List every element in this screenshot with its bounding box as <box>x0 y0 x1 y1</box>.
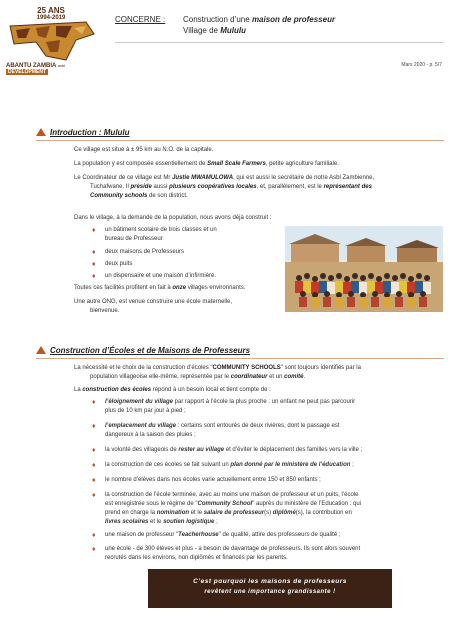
concerne-line2-prefix: Village de <box>183 26 221 35</box>
intro-paragraph-5: Toutes ces facilités profitent en fait à onze villages environnants. <box>74 285 246 291</box>
section-triangle-icon <box>36 346 46 354</box>
intro-paragraph-4: Dans le village, à la demande de la population, nous avons déjà construit : <box>74 215 272 221</box>
section-heading-introduction: Introduction : Mululu <box>50 128 130 137</box>
construction-item-1: l’éloignement du village par rapport à l’école la plus proche : un enfant ne peut pas parcourir plus de 10 km par jour à pied ; <box>105 399 356 414</box>
concerne-line1-bold: maison de professeur <box>251 15 336 24</box>
concerne-line2-bold: Mululu <box>220 26 246 35</box>
construction-item-3: la volonté des villageois de rester au village et d’éviter le déplacement des familles vers la ville ; <box>105 447 363 453</box>
header-divider <box>115 42 443 43</box>
concerne-label: CONCERNE : <box>115 15 166 24</box>
construction-paragraph-2: La construction des écoles répond à un besoin local et tient compte de : <box>74 387 271 393</box>
section-heading-construction: Construction d’Écoles et de Maisons de Professeurs <box>50 346 251 355</box>
village-community-photo <box>285 226 443 312</box>
bullet-diamond-icon: ♦ <box>92 462 96 469</box>
bullet-diamond-icon: ♦ <box>92 399 96 406</box>
intro-paragraph-3: Le Coordinateur de ce village est Mr Justie MWAMULOWA, qui est aussi le secrétaire de notre Asbl Zambienne, Tuchafwane. Il préside aussi plusieurs coopératives locales, et, parallèlement, est le représentant des Community schools de son district. <box>74 175 375 199</box>
bullet-diamond-icon: ♦ <box>92 423 96 430</box>
construction-item-5: le nombre d’élèves dans nos écoles varie actuellement entre 150 et 850 enfants ; <box>105 477 321 483</box>
bullet-diamond-icon: ♦ <box>92 249 96 256</box>
section-divider <box>36 358 444 359</box>
concerne-value <box>183 14 403 36</box>
bullet-diamond-icon: ♦ <box>92 227 96 234</box>
construction-item-7: une maison de professeur "Teacherhouse" de qualité, attire des professeurs de qualité ; <box>105 532 341 538</box>
anniversary-years: 1994-2019 <box>36 15 66 21</box>
conclusion-banner <box>148 569 392 608</box>
concerne-line1-prefix: Construction d’une <box>183 15 252 24</box>
construction-item-4: la construction de ces écoles se fait suivant un plan donné par le ministère de l’éducation ; <box>105 462 354 468</box>
brand-tag: DEVELOPMENT <box>8 69 47 75</box>
construction-paragraph-1: La nécessité et le choix de la construction d’écoles "COMMUNITY SCHOOLS" sont toujours identifiés par la population villageoise elle-même, représentée par le coordinateur et un comité. <box>74 365 361 380</box>
brand-name <box>6 63 96 75</box>
bullet-diamond-icon: ♦ <box>92 261 96 268</box>
banner-line-1: C’est pourquoi les maisons de professeurs <box>193 578 347 585</box>
brand-name-text: ABANTU ZAMBIA <box>6 63 57 69</box>
intro-item-1-cont: bureau de Professeur <box>105 236 163 242</box>
intro-paragraph-2: La population y est composée essentiellement de Small Scale Farmers, petite agriculture familiale. <box>74 161 339 167</box>
bullet-diamond-icon: ♦ <box>92 447 96 454</box>
bullet-diamond-icon: ♦ <box>92 477 96 484</box>
banner-line-2: revêtent une importance grandissante ! <box>204 589 336 595</box>
africa-map-icon <box>6 20 96 62</box>
bullet-diamond-icon: ♦ <box>92 273 96 280</box>
intro-item-2: deux maisons de Professeurs <box>105 249 185 255</box>
bullet-diamond-icon: ♦ <box>92 546 96 553</box>
intro-paragraph-1: Ce village est situé à ± 95 km au N.O. de la capitale. <box>74 147 214 153</box>
intro-item-4: un dispensaire et une maison d’infirmière. <box>105 273 217 279</box>
anniversary-text: 25 ANS <box>37 6 65 15</box>
intro-item-1: un bâtiment scolaire de trois classes et un <box>105 227 217 233</box>
intro-item-3: deux puits <box>105 261 133 267</box>
intro-paragraph-6: Une autre ONG, est venue construire une école maternelle, bienvenue. <box>74 299 233 314</box>
construction-item-6: la construction de l’école terminée, avec au moins une maison de professeur et un puits, l’école est enregistrée sous le régime de "Community School" auprès du ministère de l’Education : qui prend en charge la nomination et le salaire de professeur(s) diplômé(s), la contribution en livres scolaires et le soutien logistique ; <box>105 492 362 525</box>
bullet-diamond-icon: ♦ <box>92 532 96 539</box>
village-photo-illustration <box>285 226 443 312</box>
section-divider <box>36 140 444 141</box>
date-page: Mars 2020 - p. 5/7 <box>401 62 442 68</box>
construction-item-2: l’emplacement du village : certains sont entourés de deux rivières, dont le passage est dangereux à la saison des pluies ; <box>105 423 340 438</box>
construction-item-8: une école - de 300 élèves et plus - a besoin de davantage de professeurs. Ils sont alors souvent recrutés dans les environs, non diplômés et financés par les parents. <box>105 546 361 561</box>
organization-logo <box>6 6 96 75</box>
section-triangle-icon <box>36 128 46 136</box>
brand-suffix: asbl <box>57 63 66 68</box>
bullet-diamond-icon: ♦ <box>92 492 96 499</box>
